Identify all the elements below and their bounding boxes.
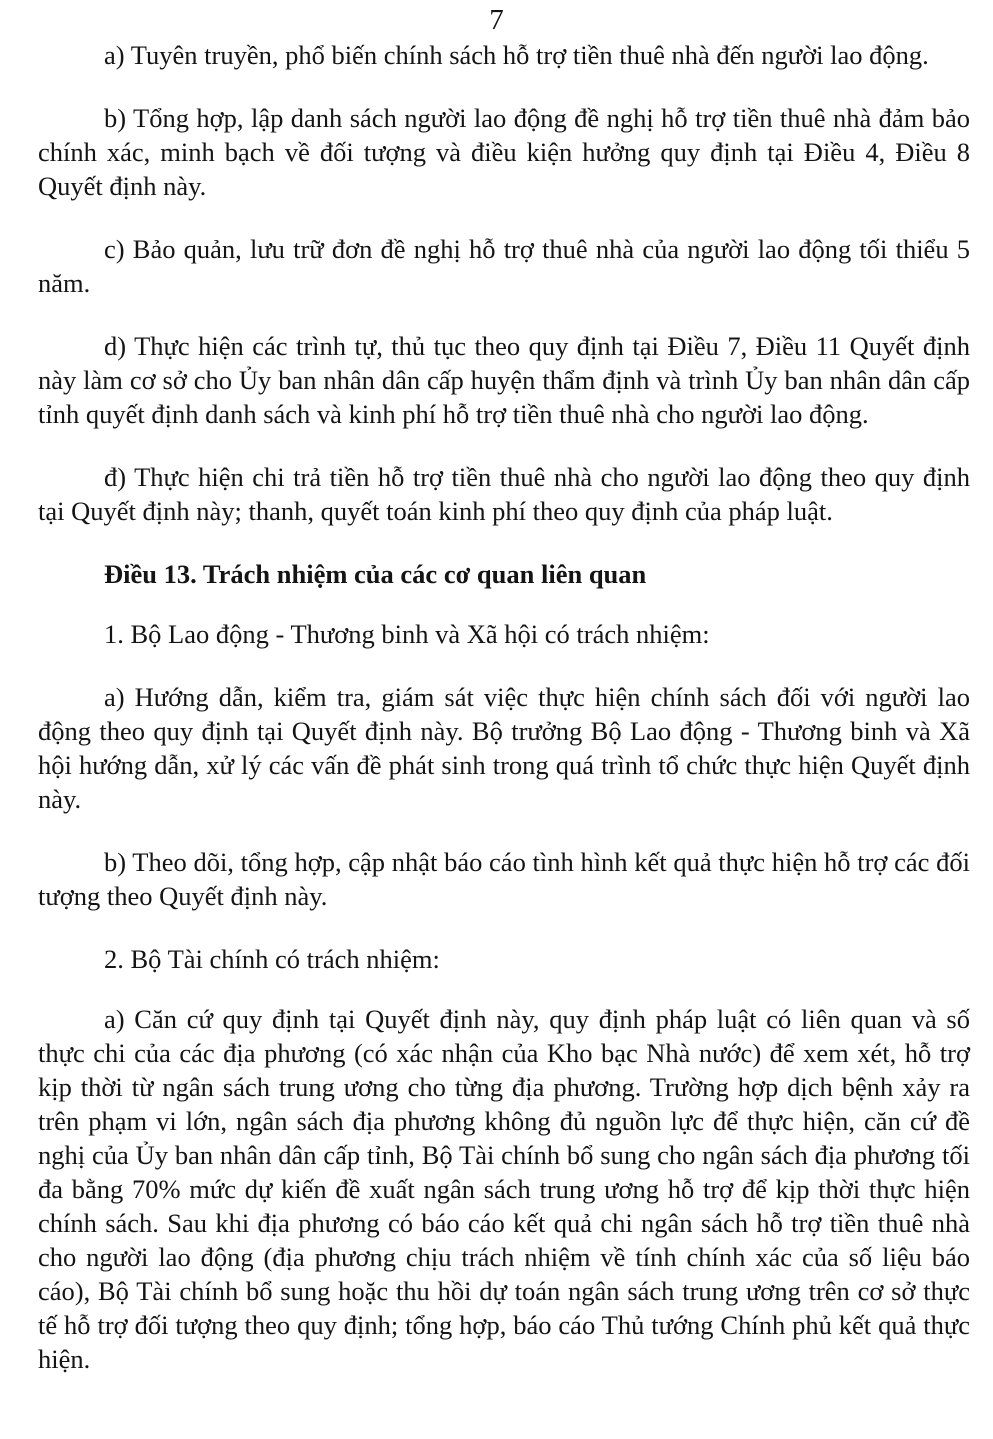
paragraph-1-ministry-labour: 1. Bộ Lao động - Thương binh và Xã hội có trách nhiệm: — [104, 619, 710, 649]
paragraph-c-archive: c) Bảo quản, lưu trữ đơn đề nghị hỗ trợ thuê nhà của người lao động tối thiểu 5 năm. — [38, 234, 970, 298]
page-number: 7 — [489, 4, 504, 36]
paragraph-d-procedures: d) Thực hiện các trình tự, thủ tục theo quy định tại Điều 7, Điều 11 Quyết định này làm cơ sở cho Ủy ban nhân dân cấp huyện thẩm định và trình Ủy ban nhân dân cấp tỉnh quyết định danh sách và kinh phí hỗ trợ tiền thuê nhà cho người lao động. — [38, 331, 970, 429]
paragraph-a-budget-support: a) Căn cứ quy định tại Quyết định này, quy định pháp luật có liên quan và số thực chi của các địa phương (có xác nhận của Kho bạc Nhà nước) để xem xét, hỗ trợ kịp thời từ ngân sách trung ương cho từng địa phương. Trường hợp dịch bệnh xảy ra trên phạm vi lớn, ngân sách địa phương không đủ nguồn lực để thực hiện, căn cứ đề nghị của Ủy ban nhân dân cấp tỉnh, Bộ Tài chính bổ sung cho ngân sách địa phương tối đa bằng 70% mức dự kiến đề xuất ngân sách trung ương hỗ trợ để kịp thời thực hiện chính sách. Sau khi địa phương có báo cáo kết quả chi ngân sách hỗ trợ tiền thuê nhà cho người lao động (địa phương chịu trách nhiệm về tính chính xác của số liệu báo cáo), Bộ Tài chính bổ sung hoặc thu hồi dự toán ngân sách trung ương trên cơ sở thực tế hỗ trợ đối tượng theo quy định; tổng hợp, báo cáo Thủ tướng Chính phủ kết quả thực hiện. — [38, 1004, 970, 1374]
paragraph-a-guidance: a) Hướng dẫn, kiểm tra, giám sát việc thực hiện chính sách đối với người lao động theo quy định tại Quyết định này. Bộ trưởng Bộ Lao động - Thương binh và Xã hội hướng dẫn, xử lý các vấn đề phát sinh trong quá trình tổ chức thực hiện Quyết định này. — [38, 682, 970, 814]
document-body — [38, 38, 970, 1376]
paragraph-2-ministry-finance: 2. Bộ Tài chính có trách nhiệm: — [104, 944, 440, 974]
article-13-heading: Điều 13. Trách nhiệm của các cơ quan liên quan — [104, 559, 647, 589]
paragraph-b-compile-list: b) Tổng hợp, lập danh sách người lao động đề nghị hỗ trợ tiền thuê nhà đảm bảo chính xác, minh bạch về đối tượng và điều kiện hưởng quy định tại Điều 4, Điều 8 Quyết định này. — [38, 103, 970, 201]
paragraph-dd-payment: đ) Thực hiện chi trả tiền hỗ trợ tiền thuê nhà cho người lao động theo quy định tại Quyết định này; thanh, quyết toán kinh phí theo quy định của pháp luật. — [38, 462, 970, 526]
paragraph-a-propaganda: a) Tuyên truyền, phổ biến chính sách hỗ trợ tiền thuê nhà đến người lao động. — [104, 40, 929, 70]
paragraph-b-monitoring: b) Theo dõi, tổng hợp, cập nhật báo cáo tình hình kết quả thực hiện hỗ trợ các đối tượng theo Quyết định này. — [38, 847, 970, 911]
